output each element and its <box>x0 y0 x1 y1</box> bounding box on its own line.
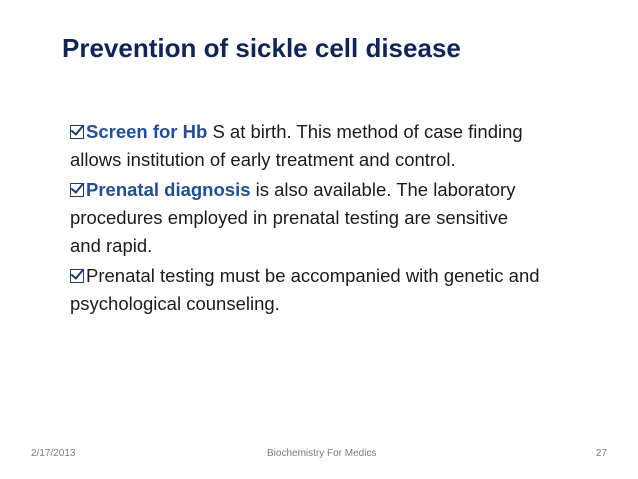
footer-center-text: Biochemistry For Medics <box>267 448 377 459</box>
bullet-text: Prenatal testing must be accompanied with genetic and psychological counseling. <box>70 265 540 314</box>
bullet-list <box>70 118 540 320</box>
bullet-item-screening <box>70 118 540 174</box>
checkbox-check-icon <box>70 269 84 283</box>
bullet-highlight: Prenatal diagnosis <box>86 179 251 200</box>
bullet-item-counseling <box>70 262 540 318</box>
footer-page-number: 27 <box>595 448 607 459</box>
footer-date: 2/17/2013 <box>31 448 76 459</box>
bullet-text: is also available. The laboratory procedures employed in prenatal testing are sensitive and rapid. <box>70 179 516 256</box>
checkbox-check-icon <box>70 183 84 197</box>
bullet-highlight: Screen for Hb <box>86 121 208 142</box>
bullet-item-prenatal-diagnosis <box>70 176 540 260</box>
slide-title: Prevention of sickle cell disease <box>62 33 461 63</box>
bullet-text: S at birth. This method of case finding allows institution of early treatment and control. <box>70 121 523 170</box>
checkbox-check-icon <box>70 125 84 139</box>
